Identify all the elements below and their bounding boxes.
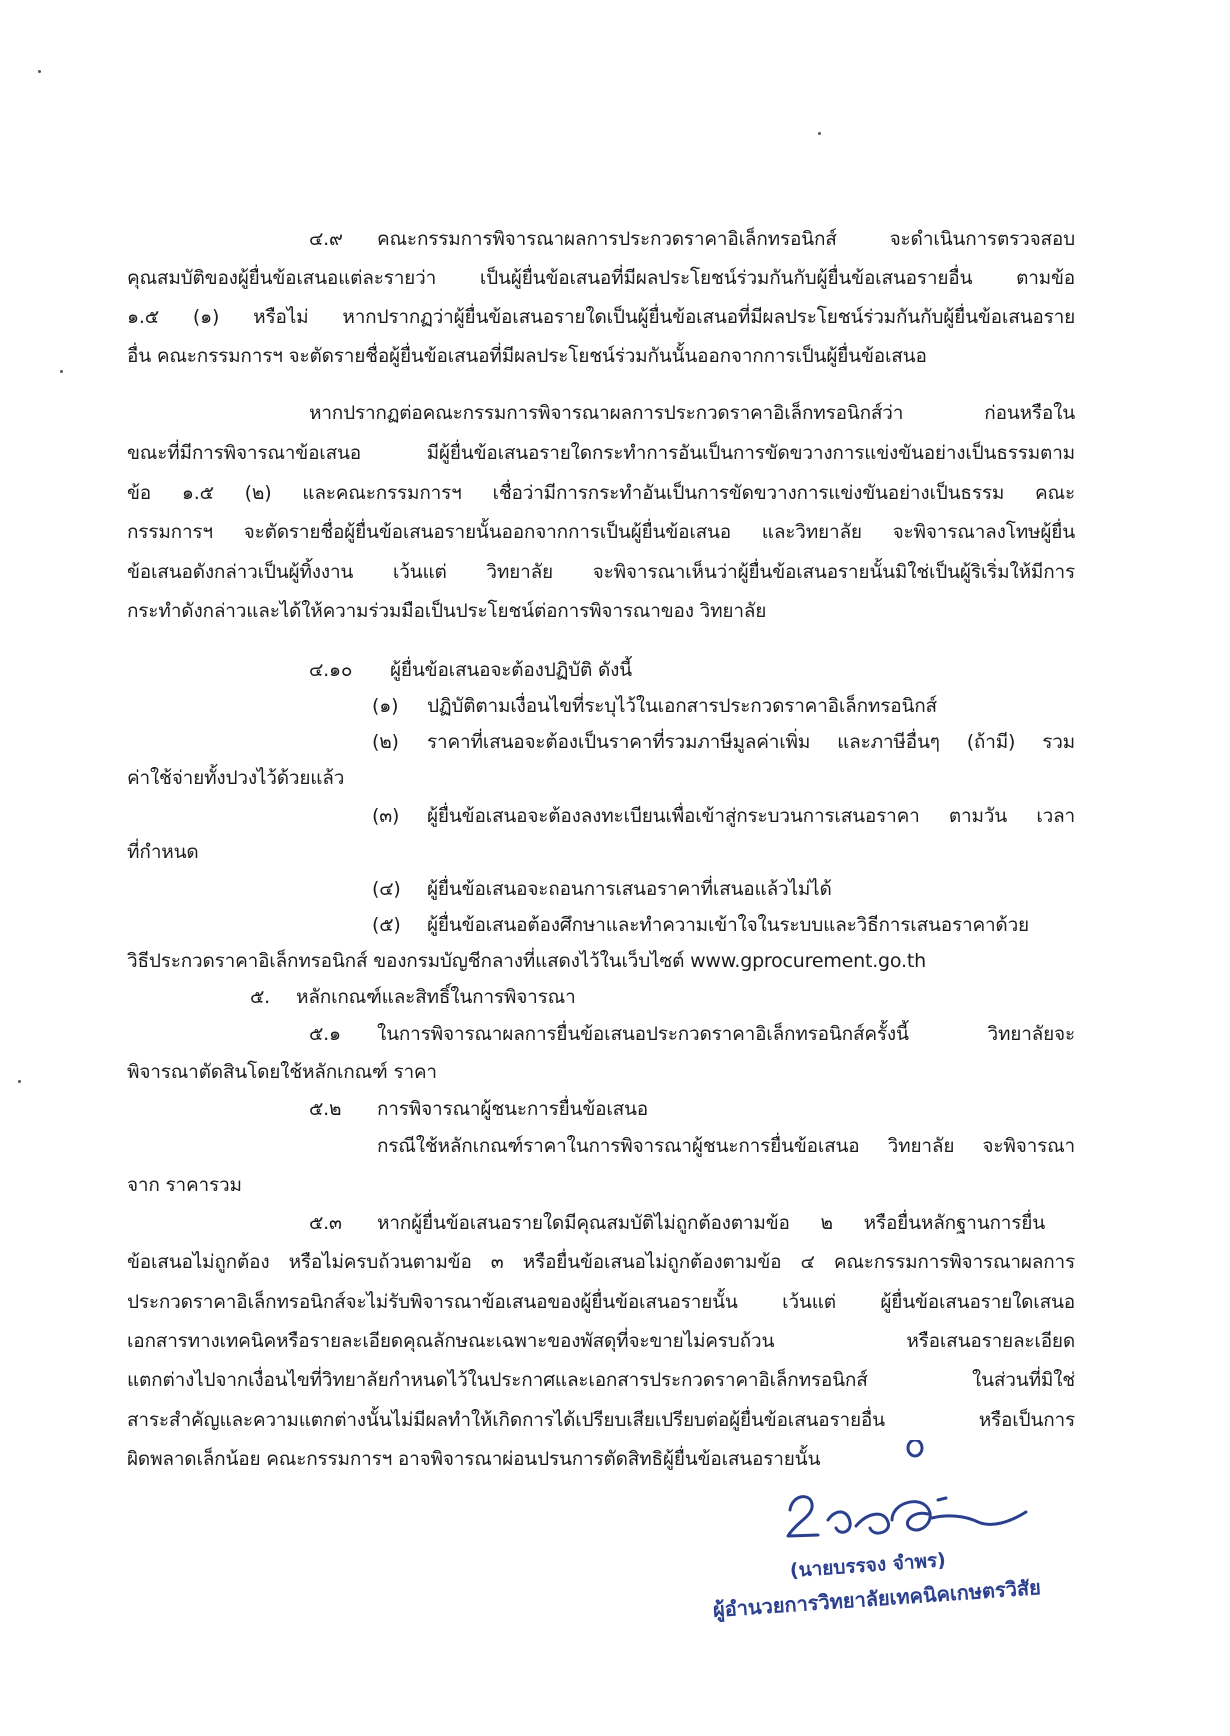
section-5-1-line-1: ในการพิจารณาผลการยื่นข้อเสนอประกวดราคาอิเล็กทรอนิกส์ครั้งนี้ วิทยาลัยจะ — [377, 1023, 1075, 1045]
item-2-text: ราคาที่เสนอจะต้องเป็นราคาที่รวมภาษีมูลค่าเพิ่ม และภาษีอื่นๆ (ถ้ามี) รวม — [427, 731, 1075, 753]
section-4-9-para2-line-3: ข้อ ๑.๕ (๒) และคณะกรรมการฯ เชื่อว่ามีการกระทำอันเป็นการขัดขวางการแข่งขันอย่างเป็นธรรม คณะ — [127, 482, 1075, 504]
item-2-number: (๒) — [372, 731, 399, 753]
section-4-9-para2-line-2: ขณะที่มีการพิจารณาข้อเสนอ มีผู้ยื่นข้อเสนอรายใดกระทำการอันเป็นการขัดขวางการแข่งขันอย่างเป็นธรรมตาม — [127, 442, 1075, 464]
section-4-9-line-2: คุณสมบัติของผู้ยื่นข้อเสนอแต่ละรายว่า เป็นผู้ยื่นข้อเสนอที่มีผลประโยชน์ร่วมกันกับผู้ยื่นข้อเสนอรายอื่น ตามข้อ — [127, 267, 1075, 289]
section-5-3-line-4: เอกสารทางเทคนิคหรือรายละเอียดคุณลักษณะเฉพาะของพัสดุที่จะขายไม่ครบถ้วน หรือเสนอรายละเอียด — [127, 1330, 1075, 1352]
section-4-9-line-4: อื่น คณะกรรมการฯ จะตัดรายชื่อผู้ยื่นข้อเสนอที่มีผลประโยชน์ร่วมกันนั้นออกจากการเป็นผู้ยื่นข้อเสนอ — [127, 345, 927, 367]
signature-title: ผู้อำนวยการวิทยาลัยเทคนิคเกษตรวิสัย — [712, 1575, 1042, 1622]
section-4-9-line-3: ๑.๕ (๑) หรือไม่ หากปรากฏว่าผู้ยื่นข้อเสนอรายใดเป็นผู้ยื่นข้อเสนอที่มีผลประโยชน์ร่วมกันกับผู้ยื่นข้อเสนอราย — [127, 306, 1075, 328]
section-4-9-para2-line-6: กระทำดังกล่าวและได้ให้ความร่วมมือเป็นประโยชน์ต่อการพิจารณาของ วิทยาลัย — [127, 600, 767, 622]
item-1-text: ปฏิบัติตามเงื่อนไขที่ระบุไว้ในเอกสารประกวดราคาอิเล็กทรอนิกส์ — [427, 695, 937, 717]
scan-speck — [60, 370, 63, 373]
item-3-text: ผู้ยื่นข้อเสนอจะต้องลงทะเบียนเพื่อเข้าสู่กระบวนการเสนอราคา ตามวัน เวลา — [427, 805, 1075, 827]
item-3-continuation: ที่กำหนด — [127, 841, 199, 863]
section-5-3-number: ๕.๓ — [309, 1212, 342, 1234]
section-4-9-para2-line-5: ข้อเสนอดังกล่าวเป็นผู้ทิ้งงาน เว้นแต่ วิทยาลัย จะพิจารณาเห็นว่าผู้ยื่นข้อเสนอรายนั้นมิใช่เป็นผู้ริเริ่มให้มีการ — [127, 561, 1075, 583]
section-4-9-number: ๔.๙ — [309, 228, 343, 250]
section-5-3-line-6: สาระสำคัญและความแตกต่างนั้นไม่มีผลทำให้เกิดการได้เปรียบเสียเปรียบต่อผู้ยื่นข้อเสนอรายอื่น หรือเป็นการ — [127, 1409, 1075, 1431]
signature-name: (นายบรรจง จำพร) — [789, 1549, 947, 1582]
scan-speck — [18, 1080, 21, 1083]
item-4-number: (๔) — [372, 878, 401, 900]
signature-image — [770, 1440, 1060, 1560]
item-5-text: ผู้ยื่นข้อเสนอต้องศึกษาและทำความเข้าใจในระบบและวิธีการเสนอราคาด้วย — [427, 914, 1029, 936]
section-5-2-number: ๕.๒ — [309, 1098, 342, 1120]
section-5-title: หลักเกณฑ์และสิทธิ์ในการพิจารณา — [296, 986, 576, 1008]
section-5-3-line-5: แตกต่างไปจากเงื่อนไขที่วิทยาลัยกำหนดไว้ในประกาศและเอกสารประกวดราคาอิเล็กทรอนิกส์ ในส่วนที่มิใช่ — [127, 1369, 1075, 1391]
item-5-number: (๕) — [372, 914, 401, 936]
section-5-2-line-1: กรณีใช้หลักเกณฑ์ราคาในการพิจารณาผู้ชนะการยื่นข้อเสนอ วิทยาลัย จะพิจารณา — [377, 1135, 1075, 1157]
section-5-1-line-2: พิจารณาตัดสินโดยใช้หลักเกณฑ์ ราคา — [127, 1061, 437, 1083]
section-5-3-line-7: ผิดพลาดเล็กน้อย คณะกรรมการฯ อาจพิจารณาผ่อนปรนการตัดสิทธิผู้ยื่นข้อเสนอรายนั้น — [127, 1448, 821, 1470]
section-4-9-para2-line-4: กรรมการฯ จะตัดรายชื่อผู้ยื่นข้อเสนอรายนั้นออกจากการเป็นผู้ยื่นข้อเสนอ และวิทยาลัย จะพิจารณาลงโทษผู้ยื่น — [127, 521, 1075, 543]
scan-speck — [38, 70, 41, 73]
item-5-continuation: วิธีประกวดราคาอิเล็กทรอนิกส์ ของกรมบัญชีกลางที่แสดงไว้ในเว็บไซต์ www.gprocurement.go.th — [127, 950, 926, 972]
item-1-number: (๑) — [372, 695, 399, 717]
section-5-3-line-3: ประกวดราคาอิเล็กทรอนิกส์จะไม่รับพิจารณาข้อเสนอของผู้ยื่นข้อเสนอรายนั้น เว้นแต่ ผู้ยื่นข้อเสนอรายใดเสนอ — [127, 1291, 1075, 1313]
scan-speck — [818, 132, 821, 135]
section-5-2-title: การพิจารณาผู้ชนะการยื่นข้อเสนอ — [377, 1098, 649, 1120]
section-4-10-number: ๔.๑๐ — [309, 659, 353, 681]
section-4-9-para2-line-1: หากปรากฏต่อคณะกรรมการพิจารณาผลการประกวดราคาอิเล็กทรอนิกส์ว่า ก่อนหรือใน — [309, 402, 1075, 424]
item-2-continuation: ค่าใช้จ่ายทั้งปวงไว้ด้วยแล้ว — [127, 767, 345, 789]
section-5-3-line-2: ข้อเสนอไม่ถูกต้อง หรือไม่ครบถ้วนตามข้อ ๓ หรือยื่นข้อเสนอไม่ถูกต้องตามข้อ ๔ คณะกรรมการพิจารณาผลการ — [127, 1251, 1075, 1273]
section-4-9-line-1: คณะกรรมการพิจารณาผลการประกวดราคาอิเล็กทรอนิกส์ จะดำเนินการตรวจสอบ — [377, 228, 1075, 250]
section-5-2-line-2: จาก ราคารวม — [127, 1174, 242, 1196]
section-5-number: ๕. — [250, 986, 271, 1008]
section-4-10-title: ผู้ยื่นข้อเสนอจะต้องปฏิบัติ ดังนี้ — [390, 659, 632, 681]
item-4-text: ผู้ยื่นข้อเสนอจะถอนการเสนอราคาที่เสนอแล้วไม่ได้ — [427, 878, 832, 900]
item-3-number: (๓) — [372, 805, 400, 827]
section-5-3-line-1: หากผู้ยื่นข้อเสนอรายใดมีคุณสมบัติไม่ถูกต้องตามข้อ ๒ หรือยื่นหลักฐานการยื่น — [377, 1212, 1045, 1234]
section-5-1-number: ๕.๑ — [309, 1023, 341, 1045]
